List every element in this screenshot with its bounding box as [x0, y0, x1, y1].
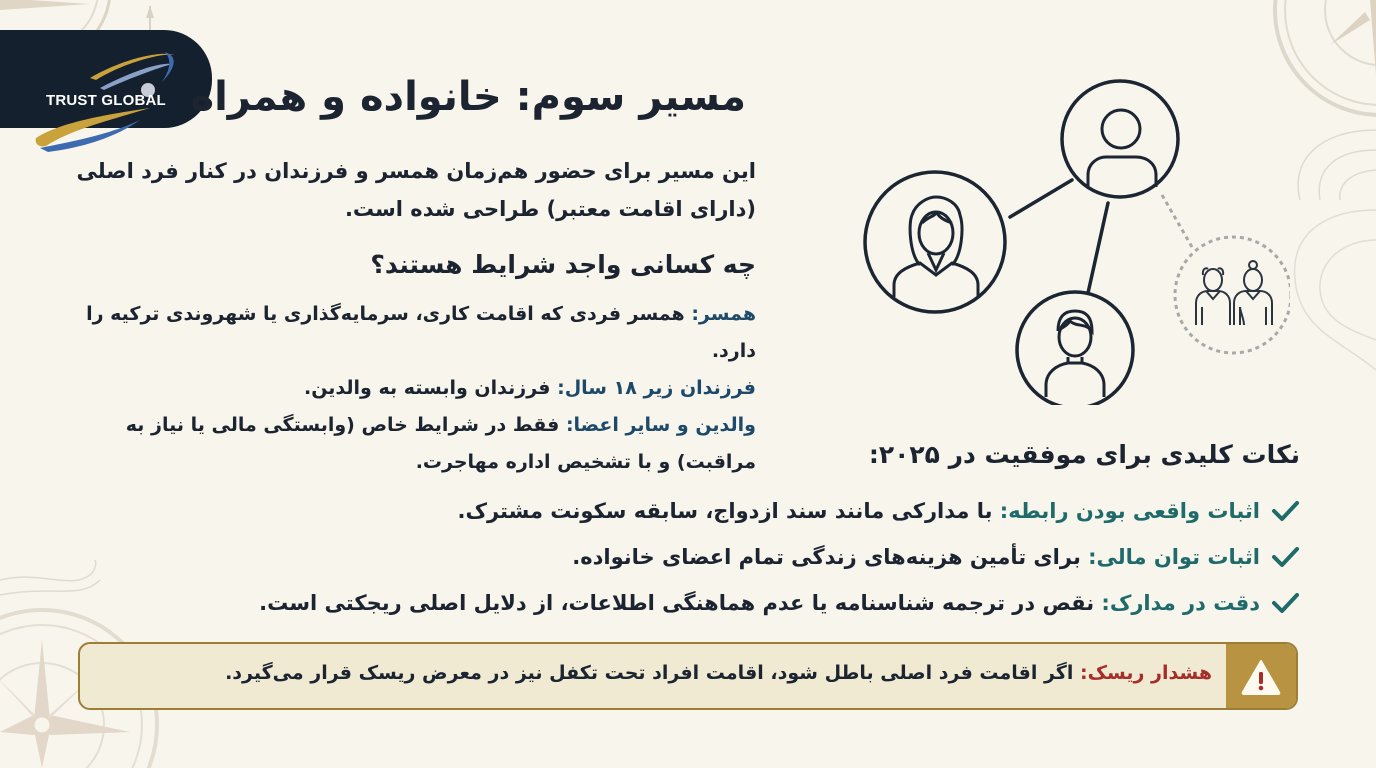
tip-label: دقت در مدارک:	[1101, 591, 1260, 615]
warning-message	[225, 662, 1212, 684]
parents-node	[1175, 237, 1290, 353]
eligibility-item-children	[76, 370, 756, 407]
page-title: مسیر سوم: خانواده و همراه	[190, 74, 746, 120]
warning-triangle-icon	[1240, 658, 1282, 696]
warning-text: اگر اقامت فرد اصلی باطل شود، اقامت افراد تحت تکفل نیز در معرض ریسک قرار می‌گیرد.	[225, 662, 1080, 684]
check-icon	[1270, 591, 1300, 615]
risk-warning-box	[78, 642, 1298, 710]
eligibility-text: فقط در شرایط خاص (وابستگی مالی یا نیاز به مراقبت) و با تشخیص اداره مهاجرت.	[125, 414, 756, 473]
eligibility-text: همسر فردی که اقامت کاری، سرمایه‌گذاری یا شهروندی ترکیه را دارد.	[86, 303, 756, 362]
warning-icon-box	[1226, 644, 1296, 708]
check-icon	[1270, 499, 1300, 523]
intro-paragraph: این مسیر برای حضور هم‌زمان همسر و فرزندان در کنار فرد اصلی (دارای اقامت معتبر) طراحی شده است.	[76, 159, 756, 221]
eligibility-heading: چه کسانی واجد شرایط هستند؟	[370, 250, 756, 279]
warning-label: هشدار ریسک:	[1079, 662, 1212, 684]
tips-heading: نکات کلیدی برای موفقیت در ۲۰۲۵:	[868, 440, 1300, 469]
tip-label: اثبات واقعی بودن رابطه:	[999, 499, 1260, 523]
eligibility-item-spouse	[76, 296, 756, 370]
eligibility-text: فرزندان وابسته به والدین.	[303, 377, 558, 399]
woman-icon	[894, 197, 978, 297]
eligibility-list	[76, 296, 756, 481]
family-network-diagram	[850, 75, 1290, 405]
child-node	[1017, 292, 1133, 405]
tip-text: نقص در ترجمه شناسنامه یا عدم هماهنگی اطلاعات، از دلایل اصلی ریجکتی است.	[259, 591, 1102, 615]
boy-icon	[1046, 311, 1104, 397]
primary-person-node	[1062, 81, 1178, 197]
elderly-couple-icon	[1196, 261, 1272, 325]
eligibility-label: همسر:	[691, 303, 756, 325]
spouse-node	[865, 172, 1005, 312]
eligibility-item-parents	[116, 407, 756, 481]
person-icon	[1088, 110, 1156, 187]
eligibility-label: فرزندان زیر ۱۸ سال:	[557, 377, 756, 399]
tip-text: با مدارکی مانند سند ازدواج، سابقه سکونت مشترک.	[457, 499, 1000, 523]
tips-list	[259, 488, 1300, 626]
tip-label: اثبات توان مالی:	[1088, 545, 1260, 569]
tip-item	[259, 488, 1300, 534]
check-icon	[1270, 545, 1300, 569]
trust-global-logo	[0, 30, 212, 128]
tip-text: برای تأمین هزینه‌های زندگی تمام اعضای خانواده.	[572, 545, 1089, 569]
tip-item	[259, 580, 1300, 626]
eligibility-label: والدین و سایر اعضا:	[565, 414, 756, 436]
logo-text: TRUST GLOBAL	[46, 92, 166, 109]
tip-item	[259, 534, 1300, 580]
